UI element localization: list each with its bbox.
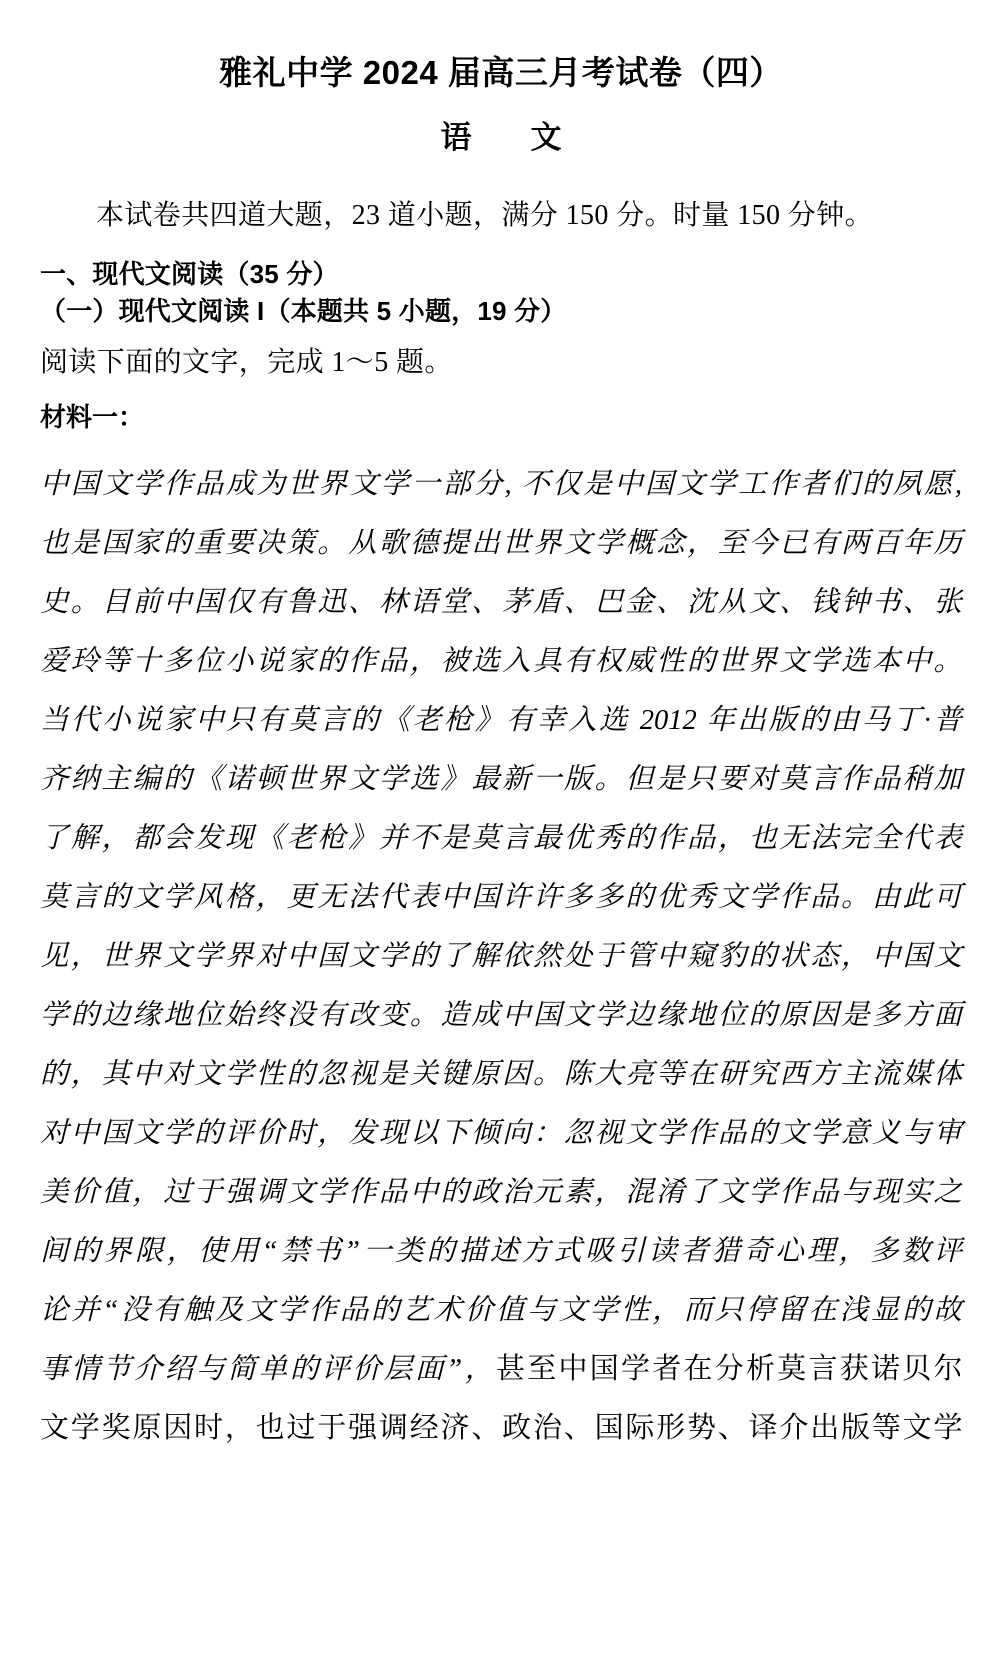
- material-label: 材料一：: [40, 402, 145, 432]
- passage-line: [40, 1045, 962, 1104]
- passage-line-text: 间的界限，使用“禁书”一类的描述方式吸引读者猎奇心理，多数评: [40, 1236, 962, 1268]
- passage-line: [40, 868, 962, 927]
- section-heading-one: 一、现代文阅读（35 分）: [40, 259, 339, 290]
- passage-line-text: 的，其中对文学性的忽视是关键原因。陈大亮等在研究西方主流媒体: [40, 1059, 962, 1091]
- passage-line-hei-run: 甚至中国学者在分析莫言获诺贝尔: [496, 1353, 962, 1386]
- passage-line-text: 美价值，过于强调文学作品中的政治元素，混淆了文学作品与现实之: [40, 1177, 962, 1209]
- passage-line: [40, 750, 962, 809]
- passage-line-text: 见，世界文学界对中国文学的了解依然处于管中窥豹的状态，中国文: [40, 941, 962, 973]
- passage-line-text: 爱玲等十多位小说家的作品，被选入具有权威性的世界文学选本中。: [40, 646, 962, 678]
- passage-line-text: 齐纳主编的《诺顿世界文学选》最新一版。但是只要对莫言作品稍加: [40, 764, 962, 796]
- page-title: 雅礼中学 2024 届高三月考试卷（四）: [219, 54, 783, 91]
- passage-line: [40, 573, 962, 632]
- section-subheading-one: （一）现代文阅读 I（本题共 5 小题，19 分）: [40, 296, 567, 327]
- passage-line: [40, 514, 962, 573]
- passage-line-last: [40, 1399, 962, 1458]
- passage-line: [40, 1104, 962, 1163]
- passage-line: [40, 691, 962, 750]
- passage-line: [40, 809, 962, 868]
- passage-line: [40, 1163, 962, 1222]
- passage-line: [40, 927, 962, 986]
- passage-line-text: 对中国文学的评价时，发现以下倾向：忽视文学作品的文学意义与审: [40, 1118, 962, 1150]
- passage-line: [40, 1222, 962, 1281]
- passage-line: [40, 632, 962, 691]
- passage-line-mixed-font: [40, 1340, 962, 1399]
- passage-line-text: 也是国家的重要决策。从歌德提出世界文学概念，至今已有两百年历: [40, 528, 962, 560]
- passage-line-text: 文学奖原因时，也过于强调经济、政治、国际形势、译介出版等文学: [40, 1412, 962, 1445]
- passage-line-text: 论并“没有触及文学作品的艺术价值与文学性，而只停留在浅显的故: [40, 1295, 962, 1327]
- passage-line-text: 学的边缘地位始终没有改变。造成中国文学边缘地位的原因是多方面: [40, 1000, 962, 1032]
- passage-line-text: 莫言的文学风格，更无法代表中国许许多多的优秀文学作品。由此可: [40, 882, 962, 914]
- passage-line-text: 中国文学作品成为世界文学一部分, 不仅是中国文学工作者们的夙愿,: [40, 469, 962, 501]
- passage-body: [40, 435, 962, 1458]
- passage-line-text: 史。目前中国仅有鲁迅、林语堂、茅盾、巴金、沈从文、钱钟书、张: [40, 587, 962, 619]
- passage-line: [40, 986, 962, 1045]
- subject-title: 语 文: [440, 120, 576, 156]
- passage-line-kai-run: 事情节介绍与简单的评价层面”，: [40, 1354, 497, 1386]
- passage-line: [40, 1281, 962, 1340]
- passage-line-text: 当代小说家中只有莫言的《老枪》有幸入选 2012 年出版的由马丁·普: [40, 705, 962, 737]
- passage-line: [40, 455, 962, 514]
- exam-instruction: 本试卷共四道大题，23 道小题，满分 150 分。时量 150 分钟。: [96, 200, 874, 231]
- passage-line-text: 了解，都会发现《老枪》并不是莫言最优秀的作品，也无法完全代表: [40, 823, 962, 855]
- read-prompt: 阅读下面的文字，完成 1～5 题。: [40, 347, 453, 379]
